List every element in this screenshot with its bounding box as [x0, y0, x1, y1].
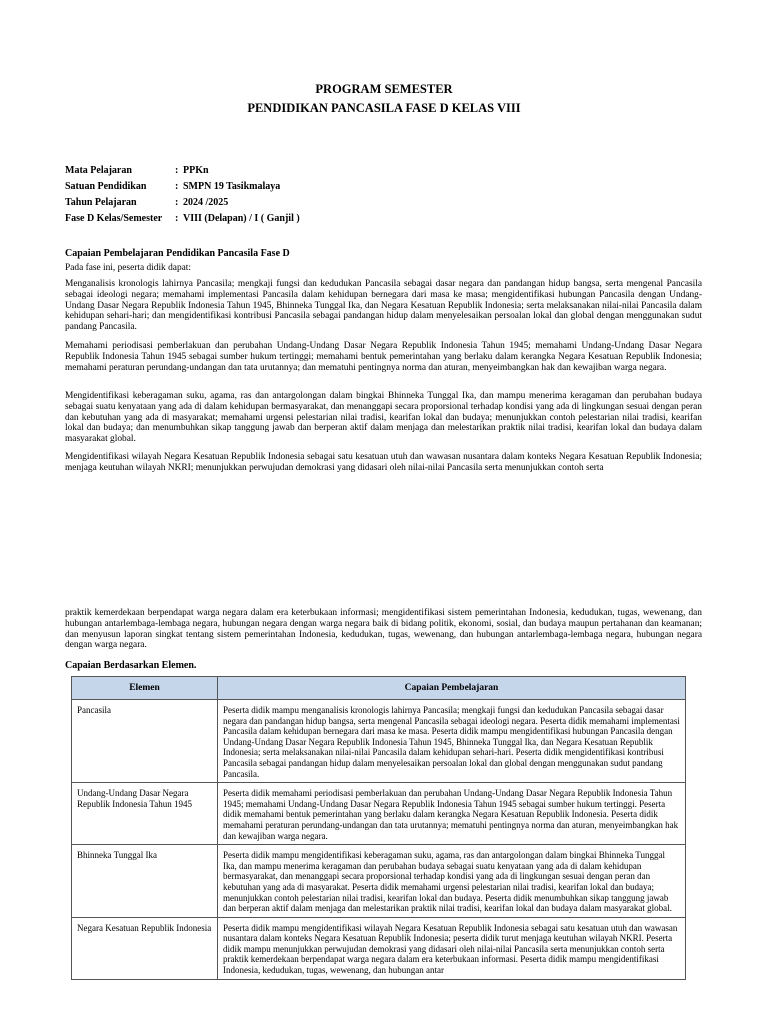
identity-value: SMPN 19 Tasikmalaya — [183, 181, 281, 192]
identity-label: Fase D Kelas/Semester — [65, 213, 163, 224]
cp-paragraph-nkri-continued: praktik kemerdekaan berpendapat warga negara dalam era keterbukaan informasi; mengidentifikasi sistem pemerintahan Indonesia, kedudukan, tugas, wewenang, dan hubungan antarlembaga-lembaga negara, hubungan negara dengan warga negara baik di bidang politik, ekonomi, sosial, dan budaya maupun pertahanan dan keamanan; dan menyusun laporan singkat tentang sistem pemerintahan Indonesia, kedudukan, tugas, wewenang, dan hubungan antarlembaga-lembaga negara, hubungan negara dengan warga negara. — [65, 608, 702, 651]
cp-intro: Pada fase ini, peserta didik dapat: — [65, 263, 191, 273]
cp-paragraph-uud: Memahami periodisasi pemberlakuan dan perubahan Undang-Undang Dasar Negara Republik Indonesia Tahun 1945; memahami Undang-Undang Dasar Negara Republik Indonesia Tahun 1945 sebagai sumber hukum tertinggi; memahami bentuk pemerintahan yang berlaku dalam kerangka Negara Kesatuan Republik Indonesia; memahami peraturan perundang-undangan dan tata urutannya; dan mematuhi pentingnya norma dan aturan, menyeimbangkan hak dan kewajiban warga negara. — [65, 341, 702, 373]
elemen-cell: Undang-Undang Dasar Negara Republik Indonesia Tahun 1945 — [72, 783, 218, 845]
capaian-cell: Peserta didik memahami periodisasi pemberlakuan dan perubahan Undang-Undang Dasar Negara Republik Indonesia Tahun 1945; memahami Undang-Undang Dasar Negara Republik Indonesia Tahun 1945 sebagai sumber hukum tertinggi. Peserta didik memahami bentuk pemerintahan yang berlaku dalam kerangka Negara Kesatuan Republik Indonesia. Peserta didik memahami peraturan perundang-undangan dan tata urutannya; mematuhi pentingnya norma dan aturan, menyeimbangkan hak dan kewajiban warga negara. — [218, 783, 686, 845]
cp-paragraph-bhinneka: Mengidentifikasi keberagaman suku, agama, ras dan antargolongan dalam bingkai Bhinneka Tunggal Ika, dan mampu menerima keragaman dan perubahan budaya sebagai suatu kenyataan yang ada di dalam kehidupan bermasyarakat, dan menanggapi secara proporsional terhadap kondisi yang ada di lingkungan sesuai dengan peran dan kebutuhan yang ada di masyarakat; memahami urgensi pelestarian nilai tradisi, kearifan lokal dan budaya; menunjukkan contoh pelestarian nilai tradisi, kearifan lokal dan budaya; dan menumbuhkan sikap tanggung jawab dan berperan aktif dalam menjaga dan melestarikan praktik nilai tradisi, kearifan lokal dan budaya dalam masyarakat global. — [65, 391, 702, 445]
table-row — [72, 845, 686, 918]
document-title: PROGRAM SEMESTER — [315, 82, 453, 96]
identity-block — [65, 163, 300, 227]
elemen-cell: Bhinneka Tunggal Ika — [72, 845, 218, 918]
capaian-cell: Peserta didik mampu mengidentifikasi keberagaman suku, agama, ras dan antargolongan dalam bingkai Bhinneka Tunggal Ika, dan mampu menerima keragaman dan perubahan budaya sebagai suatu kenyataan yang ada di dalam kehidupan bermasyarakat, dan menanggapi secara proporsional terhadap kondisi yang ada di lingkungan sesuai dengan peran dan kebutuhan yang ada di masyarakat. Peserta didik memahami urgensi pelestarian nilai tradisi, kearifan lokal dan budaya; menunjukkan contoh pelestarian nilai tradisi, kearifan lokal dan budaya. Peserta didik menumbuhkan sikap tanggung jawab dan berperan aktif dalam menjaga dan melestarikan praktik nilai tradisi, kearifan lokal dan budaya dalam masyarakat global. — [218, 845, 686, 918]
identity-label: Tahun Pelajaran — [65, 197, 137, 208]
identity-colon: : — [175, 213, 179, 224]
capaian-cell: Peserta didik mampu mengidentifikasi wilayah Negara Kesatuan Republik Indonesia sebagai satu kesatuan utuh dan wawasan nusantara dalam konteks Negara Kesatuan Republik Indonesia; peserta didik turut menjaga keutuhan wilayah NKRI. Peserta didik mampu menunjukkan perwujudan demokrasi yang didasari oleh nilai-nilai Pancasila serta menunjukkan contoh serta praktik kemerdekaan berpendapat warga negara dalam era keterbukaan informasi. Peserta didik mampu mengidentifikasi Indonesia, kedudukan, tugas, wewenang, dan hubungan antar — [218, 917, 686, 979]
column-header-elemen: Elemen — [72, 677, 218, 700]
identity-row — [65, 211, 300, 227]
identity-row — [65, 179, 300, 195]
identity-label: Mata Pelajaran — [65, 165, 132, 176]
table-row — [72, 917, 686, 979]
identity-label: Satuan Pendidikan — [65, 181, 147, 192]
identity-row — [65, 163, 300, 179]
table-row — [72, 783, 686, 845]
cp-paragraph-nkri: Mengidentifikasi wilayah Negara Kesatuan Republik Indonesia sebagai satu kesatuan utuh dan wawasan nusantara dalam konteks Negara Kesatuan Republik Indonesia; menjaga keutuhan wilayah NKRI; menunjukkan perwujudan demokrasi yang didasari oleh nilai-nilai Pancasila serta menunjukkan contoh serta — [65, 452, 702, 473]
page-bottom-edge — [0, 1020, 768, 1024]
document-subtitle: PENDIDIKAN PANCASILA FASE D KELAS VIII — [247, 101, 521, 115]
elemen-cell: Pancasila — [72, 700, 218, 783]
identity-colon: : — [175, 197, 179, 208]
elemen-cell: Negara Kesatuan Republik Indonesia — [72, 917, 218, 979]
table-row — [72, 700, 686, 783]
capaian-cell: Peserta didik mampu menganalisis kronologis lahirnya Pancasila; mengkaji fungsi dan kedudukan Pancasila sebagai dasar negara dan pandangan hidup bangsa, serta mengenal Pancasila sebagai ideologi negara. Peserta didik memahami implementasi Pancasila dalam kehidupan bernegara dari masa ke masa. Peserta didik mampu mengidentifikasi hubungan Pancasila dengan Undang-Undang Dasar Negara Republik Indonesia Tahun 1945, Bhinneka Tunggal Ika, dan Negara Kesatuan Republik Indonesia; serta melaksanakan nilai-nilai Pancasila dalam kehidupan sehari-hari. Peserta didik mengidentifikasi kontribusi Pancasila sebagai pandangan hidup dalam menyelesaikan persoalan lokal dan global dengan menggunakan sudut pandang Pancasila. — [218, 700, 686, 783]
elemen-heading: Capaian Berdasarkan Elemen. — [65, 660, 197, 671]
identity-colon: : — [175, 165, 179, 176]
elemen-table — [71, 676, 686, 980]
cp-paragraph-pancasila: Menganalisis kronologis lahirnya Pancasila; mengkaji fungsi dan kedudukan Pancasila sebagai dasar negara dan pandangan hidup bangsa, serta mengenal Pancasila sebagai ideologi negara; memahami implementasi Pancasila dalam kehidupan bernegara dari masa ke masa; mengidentifikasi hubungan Pancasila dengan Undang-Undang Dasar Negara Republik Indonesia Tahun 1945, Bhinneka Tunggal Ika, dan Negara Kesatuan Republik Indonesia; serta melaksanakan nilai-nilai Pancasila dalam kehidupan sehari-hari; dan mengidentifikasi kontribusi Pancasila sebagai pandangan hidup dalam menyelesaikan persoalan lokal dan global dengan menggunakan sudut pandang Pancasila. — [65, 279, 702, 333]
identity-value: PPKn — [183, 165, 209, 176]
cp-heading: Capaian Pembelajaran Pendidikan Pancasila Fase D — [65, 248, 290, 259]
identity-colon: : — [175, 181, 179, 192]
identity-value: VIII (Delapan) / I ( Ganjil ) — [183, 213, 300, 224]
identity-row — [65, 195, 300, 211]
column-header-capaian: Capaian Pembelajaran — [218, 677, 686, 700]
identity-value: 2024 /2025 — [183, 197, 229, 208]
table-header-row — [72, 677, 686, 700]
